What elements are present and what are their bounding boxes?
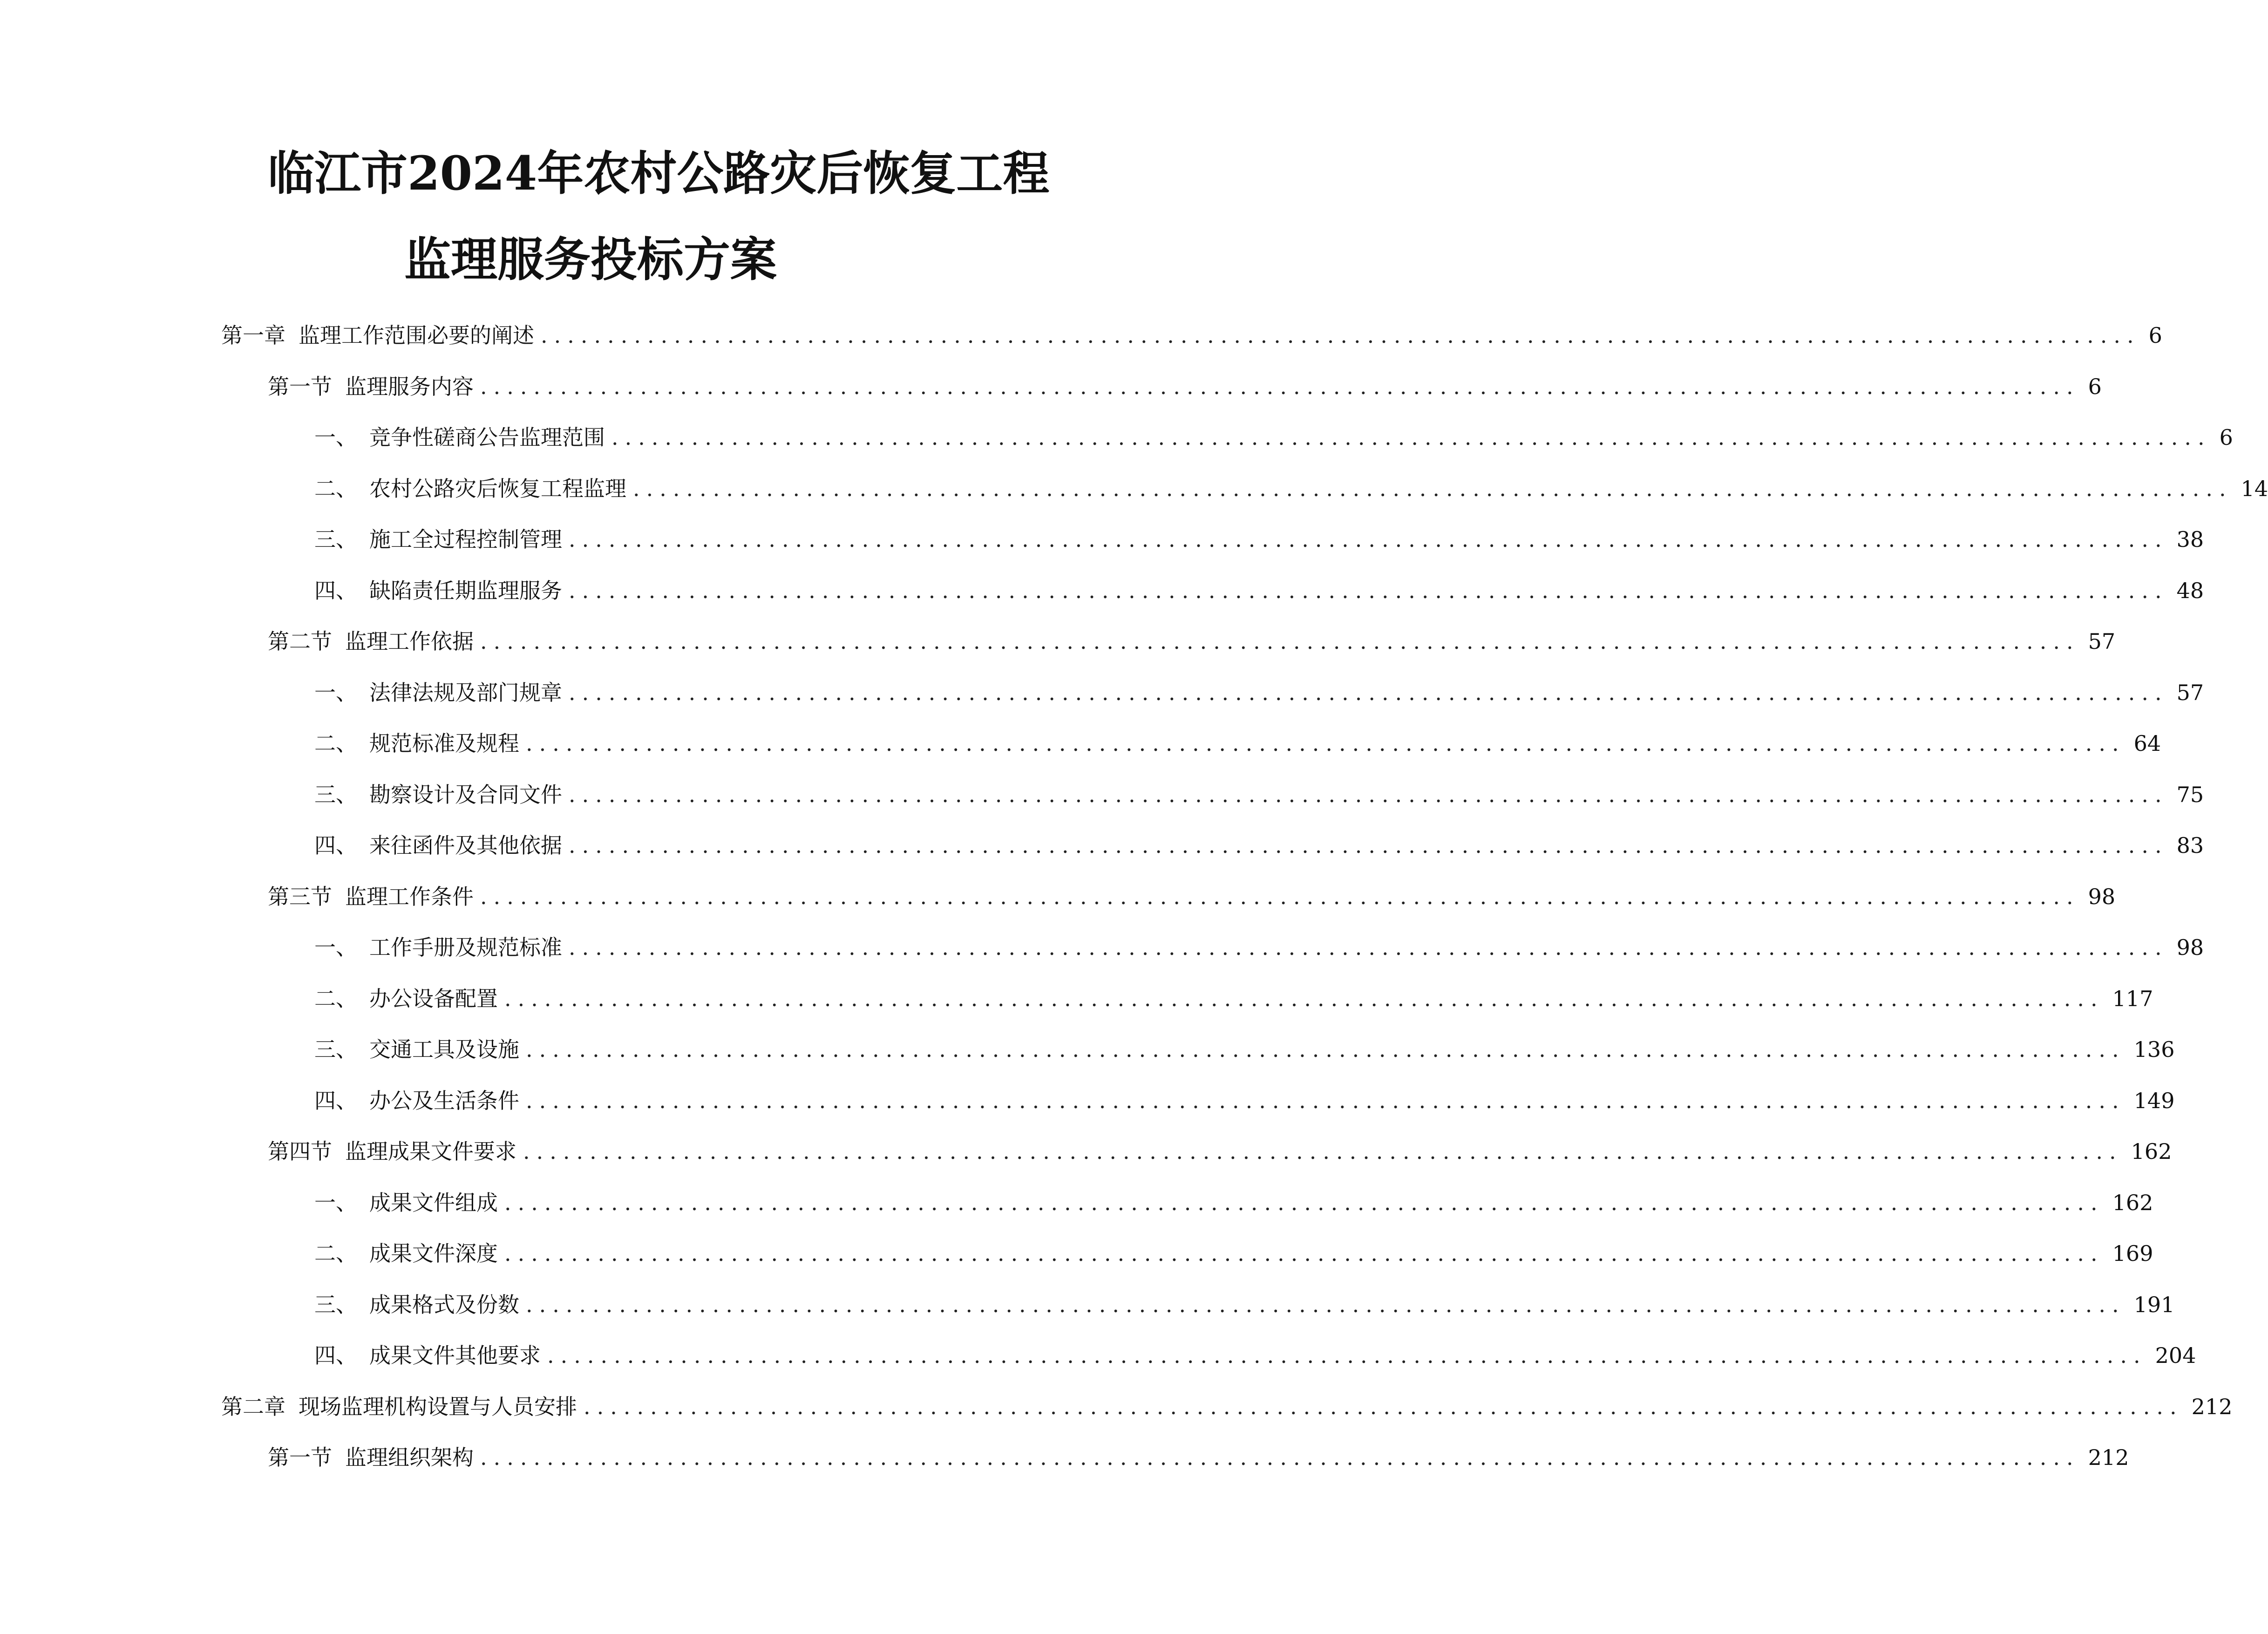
- toc-entry-label: 办公及生活条件: [369, 1088, 519, 1113]
- toc-entry-page-number: 191: [2133, 1292, 2175, 1317]
- toc-leader-dots: ........................................................................................................................: [480, 629, 2080, 654]
- toc-leader-dots: ........................................................................................................................: [480, 374, 2080, 399]
- toc-leader-dots: ........................................................................................................................: [541, 323, 2140, 348]
- toc-leader-dots: ........................................................................................................................: [569, 782, 2168, 807]
- toc-entry[interactable]: [314, 674, 2204, 711]
- toc-leader-dots: ........................................................................................................................: [504, 986, 2104, 1011]
- toc-leader-dots: ........................................................................................................................: [526, 731, 2125, 756]
- toc-entry[interactable]: [314, 521, 2204, 558]
- toc-entry-label: 成果文件组成: [369, 1190, 498, 1215]
- toc-entry[interactable]: [314, 419, 2233, 456]
- toc-entry-label: 监理工作范围必要的阐述: [299, 323, 534, 348]
- toc-leader-dots: ........................................................................................................................: [504, 1241, 2104, 1266]
- toc-leader-dots: ........................................................................................................................: [526, 1088, 2125, 1113]
- document-title-line-2: 监理服务投标方案: [404, 232, 777, 287]
- toc-entry-label: 缺陷责任期监理服务: [369, 578, 562, 603]
- toc-entry[interactable]: [314, 470, 2268, 507]
- toc-entry-number: 二、: [314, 986, 357, 1011]
- toc-entry-number: 一、: [314, 1190, 357, 1215]
- toc-entry-number: 三、: [314, 1037, 357, 1062]
- toc-entry-label: 工作手册及规范标准: [369, 935, 562, 960]
- toc-entry-number: 二、: [314, 476, 357, 501]
- toc-entry-number: 第一章: [221, 323, 285, 348]
- toc-entry-label: 竞争性磋商公告监理范围: [369, 425, 605, 450]
- toc-entry-number: 一、: [314, 680, 357, 705]
- toc-entry[interactable]: [314, 572, 2204, 609]
- toc-entry-label: 监理服务内容: [345, 374, 474, 399]
- toc-entry-page-number: 212: [2088, 1445, 2129, 1470]
- toc-entry-number: 第四节: [268, 1139, 332, 1164]
- toc-entry[interactable]: [221, 1388, 2233, 1425]
- toc-leader-dots: ........................................................................................................................: [584, 1394, 2183, 1419]
- toc-entry-number: 一、: [314, 425, 357, 450]
- toc-entry-number: 二、: [314, 1241, 357, 1266]
- toc-entry-label: 农村公路灾后恢复工程监理: [369, 476, 626, 501]
- toc-entry-number: 第二章: [221, 1394, 285, 1419]
- toc-entry[interactable]: [314, 1286, 2175, 1323]
- toc-entry-page-number: 212: [2191, 1394, 2233, 1419]
- toc-leader-dots: ........................................................................................................................: [569, 935, 2168, 960]
- toc-entry[interactable]: [314, 827, 2204, 864]
- toc-entry-number: 第一节: [268, 1445, 332, 1470]
- toc-entry[interactable]: [314, 1184, 2153, 1221]
- toc-leader-dots: ........................................................................................................................: [480, 1445, 2080, 1470]
- toc-entry-label: 成果文件其他要求: [369, 1343, 541, 1368]
- toc-entry-page-number: 98: [2088, 884, 2116, 909]
- toc-entry[interactable]: [268, 623, 2116, 660]
- toc-entry[interactable]: [268, 878, 2116, 915]
- toc-entry-page-number: 48: [2176, 578, 2204, 603]
- toc-entry-page-number: 169: [2112, 1241, 2153, 1266]
- toc-entry-page-number: 75: [2176, 782, 2204, 807]
- toc-entry-page-number: 83: [2176, 833, 2204, 858]
- toc-entry-label: 规范标准及规程: [369, 731, 519, 756]
- toc-entry[interactable]: [268, 1439, 2129, 1476]
- toc-entry-label: 办公设备配置: [369, 986, 498, 1011]
- toc-leader-dots: ........................................................................................................................: [480, 884, 2080, 909]
- toc-entry-label: 监理工作依据: [345, 629, 474, 654]
- toc-leader-dots: ........................................................................................................................: [523, 1139, 2123, 1164]
- toc-entry-page-number: 136: [2133, 1037, 2175, 1062]
- toc-entry[interactable]: [314, 1337, 2196, 1374]
- toc-entry-page-number: 6: [2219, 425, 2233, 450]
- toc-entry-label: 成果文件深度: [369, 1241, 498, 1266]
- toc-entry-page-number: 98: [2176, 935, 2204, 960]
- toc-leader-dots: ........................................................................................................................: [526, 1037, 2125, 1062]
- toc-entry-page-number: 64: [2133, 731, 2161, 756]
- toc-entry-page-number: 57: [2088, 629, 2116, 654]
- toc-entry-page-number: 162: [2131, 1139, 2172, 1164]
- toc-entry-number: 四、: [314, 1343, 357, 1368]
- toc-entry[interactable]: [314, 1235, 2153, 1272]
- toc-entry-page-number: 149: [2133, 1088, 2175, 1113]
- toc-entry-page-number: 162: [2112, 1190, 2153, 1215]
- toc-entry[interactable]: [314, 980, 2153, 1017]
- toc-leader-dots: ........................................................................................................................: [569, 680, 2168, 705]
- toc-entry-label: 成果格式及份数: [369, 1292, 519, 1317]
- toc-entry-page-number: 14: [2241, 476, 2268, 501]
- toc-entry-label: 施工全过程控制管理: [369, 527, 562, 552]
- toc-entry-number: 第一节: [268, 374, 332, 399]
- toc-entry-label: 交通工具及设施: [369, 1037, 519, 1062]
- toc-entry[interactable]: [314, 1031, 2175, 1068]
- toc-entry-number: 四、: [314, 833, 357, 858]
- toc-entry-label: 监理成果文件要求: [345, 1139, 516, 1164]
- toc-entry-label: 监理组织架构: [345, 1445, 474, 1470]
- document-title-line-1: 临江市2024年农村公路灾后恢复工程: [268, 146, 1050, 201]
- toc-leader-dots: ........................................................................................................................: [611, 425, 2211, 450]
- toc-entry-page-number: 38: [2176, 527, 2204, 552]
- toc-entry-number: 三、: [314, 527, 357, 552]
- toc-entry-number: 三、: [314, 1292, 357, 1317]
- toc-entry-page-number: 6: [2148, 323, 2162, 348]
- toc-entry[interactable]: [314, 929, 2204, 966]
- toc-entry-number: 三、: [314, 782, 357, 807]
- toc-entry-label: 法律法规及部门规章: [369, 680, 562, 705]
- toc-leader-dots: ........................................................................................................................: [569, 833, 2168, 858]
- toc-leader-dots: ........................................................................................................................: [504, 1190, 2104, 1215]
- toc-entry-page-number: 204: [2155, 1343, 2196, 1368]
- toc-leader-dots: ........................................................................................................................: [633, 476, 2233, 501]
- toc-entry-label: 监理工作条件: [345, 884, 474, 909]
- toc-leader-dots: ........................................................................................................................: [569, 578, 2168, 603]
- toc-entry[interactable]: [268, 1133, 2172, 1170]
- toc-leader-dots: ........................................................................................................................: [547, 1343, 2147, 1368]
- toc-entry-page-number: 57: [2176, 680, 2204, 705]
- toc-entry-number: 四、: [314, 578, 357, 603]
- toc-entry-page-number: 117: [2112, 986, 2153, 1011]
- toc-entry[interactable]: [221, 317, 2162, 354]
- toc-entry-label: 来往函件及其他依据: [369, 833, 562, 858]
- toc-entry-number: 第二节: [268, 629, 332, 654]
- toc-leader-dots: ........................................................................................................................: [526, 1292, 2125, 1317]
- toc-entry[interactable]: [314, 776, 2204, 813]
- toc-entry-number: 二、: [314, 731, 357, 756]
- toc-entry-number: 一、: [314, 935, 357, 960]
- toc-entry-number: 四、: [314, 1088, 357, 1113]
- toc-entry-number: 第三节: [268, 884, 332, 909]
- toc-leader-dots: ........................................................................................................................: [569, 527, 2168, 552]
- toc-entry-label: 现场监理机构设置与人员安排: [299, 1394, 577, 1419]
- toc-entry[interactable]: [314, 725, 2161, 762]
- toc-entry-label: 勘察设计及合同文件: [369, 782, 562, 807]
- toc-entry[interactable]: [314, 1082, 2175, 1119]
- toc-entry-page-number: 6: [2088, 374, 2102, 399]
- toc-entry[interactable]: [268, 368, 2102, 405]
